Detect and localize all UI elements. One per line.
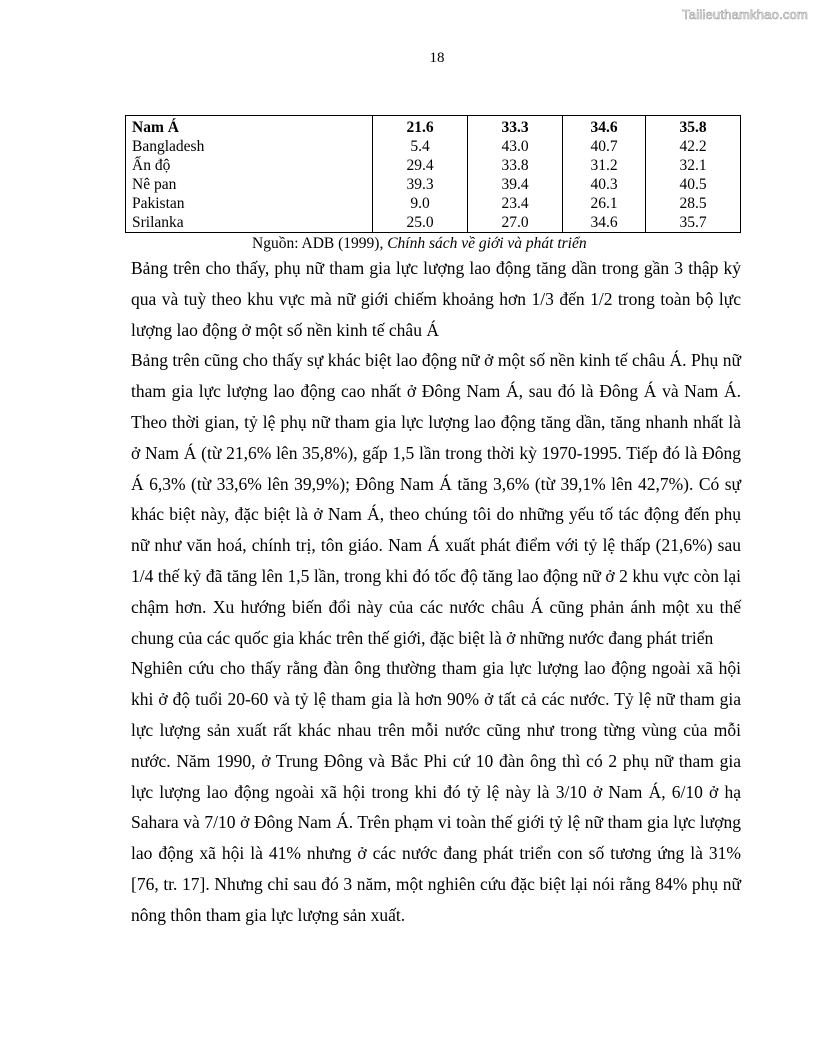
table-cell: 31.2 (563, 156, 646, 175)
table-cell: 43.0 (468, 137, 563, 156)
table-row (126, 156, 741, 175)
table-cell: 23.4 (468, 194, 563, 213)
table-row (126, 175, 741, 194)
table-cell: 35.7 (646, 213, 741, 233)
body-text (131, 253, 741, 931)
table-cell: 26.1 (563, 194, 646, 213)
page-number: 18 (429, 50, 445, 66)
table-cell: 42.2 (646, 137, 741, 156)
table-cell: 5.4 (373, 137, 468, 156)
watermark: Tailieuthamkhao.com (682, 7, 808, 22)
table-row (126, 213, 741, 233)
table-cell: 9.0 (373, 194, 468, 213)
table-cell: 39.3 (373, 175, 468, 194)
table-cell: Bangladesh (126, 137, 373, 156)
table-source-caption (252, 235, 587, 253)
source-title: Chính sách về giới và phát triển (387, 235, 587, 252)
table-cell: Nam Á (126, 116, 373, 138)
paragraph: Bảng trên cho thấy, phụ nữ tham gia lực lượng lao động tăng dần trong gần 3 thập kỷ qua và tuỳ theo khu vực mà nữ giới chiếm khoảng hơn 1/3 đến 1/2 trong toàn bộ lực lượng lao động ở một số nền kinh tế châu Á (131, 258, 741, 340)
table-cell: 40.3 (563, 175, 646, 194)
table-cell: 40.7 (563, 137, 646, 156)
table-cell: 28.5 (646, 194, 741, 213)
paragraph: Bảng trên cũng cho thấy sự khác biệt lao động nữ ở một số nền kinh tế châu Á. Phụ nữ tham gia lực lượng lao động cao nhất ở Đông Nam Á, sau đó là Đông Á và Nam Á. Theo thời gian, tỷ lệ phụ nữ tham gia lực lượng lao động tăng dần, tăng nhanh nhất là ở Nam Á (từ 21,6% lên 35,8%), gấp 1,5 lần trong thời kỳ 1970-1995. Tiếp đó là Đông Á 6,3% (từ 33,6% lên 39,9%); Đông Nam Á tăng 3,6% (từ 39,1% lên 42,7%). Có sự khác biệt này, đặc biệt là ở Nam Á, theo chúng tôi do những yếu tố tác động đến phụ nữ như văn hoá, chính trị, tôn giáo. Nam Á xuất phát điểm với tỷ lệ thấp (21,6%) sau 1/4 thế kỷ đã tăng lên 1,5 lần, trong khi đó tốc độ tăng lao động nữ ở 2 khu vực còn lại chậm hơn. Xu hướng biến đổi này của các nước châu Á cũng phản ánh một xu thế chung của các quốc gia khác trên thế giới, đặc biệt là ở những nước đang phát triển (131, 350, 741, 648)
source-prefix: Nguồn: ADB (1999), (252, 235, 388, 252)
table-cell: 40.5 (646, 175, 741, 194)
table-row (126, 116, 741, 138)
table-cell: Ấn độ (126, 156, 373, 175)
table-cell: 32.1 (646, 156, 741, 175)
table-cell: 29.4 (373, 156, 468, 175)
table-cell: Srilanka (126, 213, 373, 233)
table-cell: Nê pan (126, 175, 373, 194)
table-cell: Pakistan (126, 194, 373, 213)
table-cell: 35.8 (646, 116, 741, 138)
table-cell: 34.6 (563, 213, 646, 233)
table-row (126, 137, 741, 156)
table-cell: 27.0 (468, 213, 563, 233)
table-cell: 34.6 (563, 116, 646, 138)
paragraph: Nghiên cứu cho thấy rằng đàn ông thường tham gia lực lượng lao động ngoài xã hội khi ở độ tuổi 20-60 và tỷ lệ tham gia là hơn 90% ở tất cả các nước. Tỷ lệ nữ tham gia lực lượng sản xuất rất khác nhau trên mỗi nước cũng như trong từng vùng của mỗi nước. Năm 1990, ở Trung Đông và Bắc Phi cứ 10 đàn ông thì có 2 phụ nữ tham gia lực lượng lao động ngoài xã hội trong khi đó tỷ lệ này là 3/10 ở Nam Á, 6/10 ở hạ Sahara và 7/10 ở Đông Nam Á. Trên phạm vi toàn thế giới tỷ lệ nữ tham gia lực lượng lao động xã hội là 41% nhưng ở các nước đang phát triển con số tương ứng là 31% [76, tr. 17]. Nhưng chỉ sau đó 3 năm, một nghiên cứu đặc biệt lại nói rằng 84% phụ nữ nông thôn tham gia lực lượng sản xuất. (131, 658, 741, 925)
table-cell: 39.4 (468, 175, 563, 194)
table-cell: 33.3 (468, 116, 563, 138)
table-cell: 25.0 (373, 213, 468, 233)
table-row (126, 194, 741, 213)
table-cell: 33.8 (468, 156, 563, 175)
data-table (125, 115, 741, 233)
table-cell: 21.6 (373, 116, 468, 138)
